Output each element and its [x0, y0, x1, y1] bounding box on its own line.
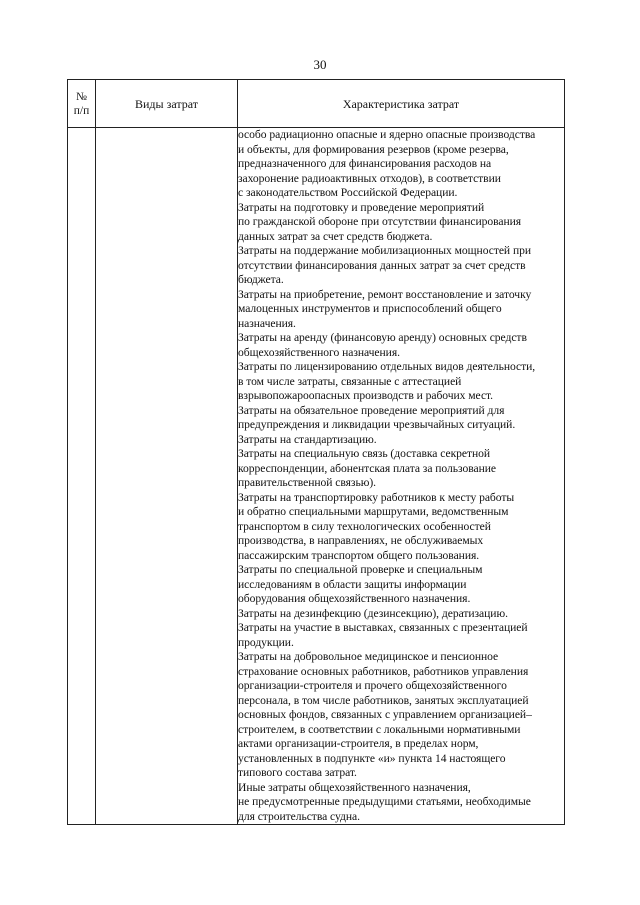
- description-line: Затраты на участие в выставках, связанных с презентацией: [238, 621, 528, 634]
- description-line: исследованиям в области защиты информации: [238, 577, 467, 591]
- description-line: персонала, в том числе работников, занятых эксплуатацией: [238, 693, 529, 707]
- description-line: данных затрат за счет средств бюджета.: [238, 229, 433, 243]
- header-number: [68, 80, 96, 128]
- description-line: назначения.: [238, 316, 296, 330]
- cost-table: [67, 79, 565, 825]
- description-line: транспортом в силу технологических особенностей: [238, 519, 491, 533]
- description-line: Иные затраты общехозяйственного назначения,: [238, 780, 471, 794]
- description-line: строителем, в соответствии с локальными нормативными: [238, 722, 521, 736]
- description-line: в том числе затраты, связанные с аттестацией: [238, 374, 462, 388]
- description-line: типового состава затрат.: [238, 766, 357, 779]
- description-line: особо радиационно опасные и ядерно опасные производства: [238, 128, 536, 141]
- description-line: Затраты на добровольное медицинское и пенсионное: [238, 650, 499, 663]
- row-cost-type-cell: [96, 128, 238, 825]
- description-line: Затраты на специальную связь (доставка секретной: [238, 447, 491, 460]
- description-line: для строительства судна.: [238, 809, 360, 823]
- description-line: захоронение радиоактивных отходов), в соответствии: [238, 171, 501, 185]
- page-number: 30: [313, 57, 327, 72]
- description-text: [238, 128, 564, 824]
- header-cost-characteristics: Характеристика затрат: [238, 80, 565, 128]
- header-number-symbol: №: [76, 90, 87, 103]
- description-line: взрывопожароопасных производств и рабочих мест.: [238, 389, 494, 402]
- description-line: актами организации-строителя, в пределах норм,: [238, 737, 479, 750]
- description-line: пассажирским транспортом общего пользования.: [238, 548, 480, 562]
- description-line: основных фондов, связанных с управлением организацией–: [238, 708, 532, 721]
- description-line: предназначенного для финансирования расходов на: [238, 157, 492, 170]
- description-line: Затраты на аренду (финансовую аренду) основных средств: [238, 331, 527, 344]
- description-line: по гражданской обороне при отсутствии финансирования: [238, 215, 522, 228]
- description-line: оборудования общехозяйственного назначения.: [238, 592, 471, 605]
- description-line: Затраты на транспортировку работников к месту работы: [238, 490, 515, 504]
- description-line: с законодательством Российской Федерации.: [238, 186, 458, 199]
- description-line: продукции.: [238, 635, 294, 649]
- description-line: и обратно специальными маршрутами, ведомственным: [238, 505, 509, 518]
- description-line: и объекты, для формирования резервов (кроме резерва,: [238, 142, 509, 156]
- header-cost-types: Виды затрат: [96, 80, 238, 128]
- description-line: бюджета.: [238, 273, 284, 286]
- description-line: установленных в подпункте «и» пункта 14 настоящего: [238, 751, 506, 765]
- description-line: производства, в направлениях, не обслуживаемых: [238, 534, 484, 547]
- description-line: Затраты на дезинфекцию (дезинсекцию), дератизацию.: [238, 606, 508, 620]
- description-line: не предусмотренные предыдущими статьями, необходимые: [238, 795, 531, 808]
- description-line: малоценных инструментов и приспособлений общего: [238, 302, 502, 315]
- row-number-cell: [68, 128, 96, 825]
- description-line: Затраты на поддержание мобилизационных мощностей при: [238, 244, 531, 257]
- description-line: правительственной связью).: [238, 476, 376, 489]
- row-description-cell: [238, 128, 565, 825]
- description-line: Затраты на подготовку и проведение мероприятий: [238, 200, 485, 214]
- description-line: организации-строителя и прочего общехозяйственного: [238, 679, 507, 692]
- table-header-row: [68, 80, 565, 128]
- description-line: Затраты на стандартизацию.: [238, 432, 377, 446]
- description-line: корреспонденции, абонентская плата за пользование: [238, 461, 496, 475]
- description-line: Затраты по лицензированию отдельных видов деятельности,: [238, 360, 536, 373]
- description-line: общехозяйственного назначения.: [238, 345, 400, 359]
- table-row: [68, 128, 565, 825]
- description-line: предупреждения и ликвидации чрезвычайных ситуаций.: [238, 418, 516, 431]
- description-line: страхование основных работников, работников управления: [238, 664, 529, 678]
- description-line: Затраты на приобретение, ремонт восстановление и заточку: [238, 287, 532, 301]
- description-line: отсутствии финансирования данных затрат за счет средств: [238, 258, 526, 272]
- header-number-label: п/п: [73, 104, 90, 117]
- description-line: Затраты на обязательное проведение мероприятий для: [238, 403, 505, 417]
- description-line: Затраты по специальной проверке и специальным: [238, 563, 483, 576]
